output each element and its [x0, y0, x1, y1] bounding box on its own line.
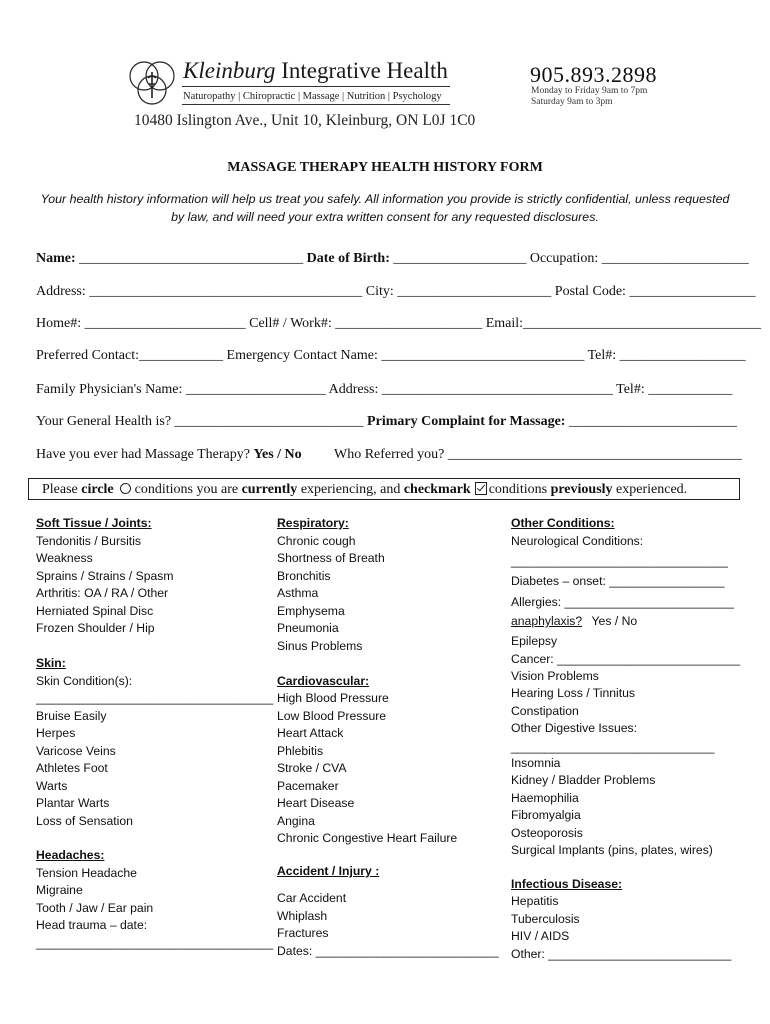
form-intro: Your health history information will help us treat you safely. All information you provide is strictly confidential, unless requested by law, and will need your extra written consent for any requested disclosures.: [40, 192, 730, 224]
respiratory-heading: Respiratory:: [277, 516, 349, 530]
condition-item[interactable]: Kidney / Bladder Problems: [511, 773, 656, 787]
instr-previously: previously: [550, 482, 613, 497]
infectious-other-field[interactable]: Other: ___________________________: [511, 946, 732, 961]
instr-p4: conditions: [488, 482, 548, 497]
condition-item[interactable]: Loss of Sensation: [36, 813, 133, 828]
neurological-field[interactable]: ________________________________: [511, 554, 728, 568]
complaint-field[interactable]: ________________________: [568, 414, 737, 429]
clinic-logo-icon: [126, 58, 178, 110]
form-title: MASSAGE THERAPY HEALTH HISTORY FORM: [227, 160, 543, 175]
brand-title: [183, 58, 448, 84]
line-physician[interactable]: Family Physician's Name: ____________________ Address: _________________________________ Tel#: ____________: [36, 382, 733, 397]
line-contact[interactable]: Preferred Contact:____________ Emergency Contact Name: _____________________________ Tel#: __________________: [36, 348, 746, 363]
condition-item[interactable]: Tension Headache: [36, 865, 137, 880]
condition-item[interactable]: Bronchitis: [277, 568, 331, 583]
condition-item[interactable]: Tendonitis / Bursitis: [36, 533, 141, 548]
condition-item[interactable]: Tooth / Jaw / Ear pain: [36, 900, 154, 915]
condition-item[interactable]: Pneumonia: [277, 621, 339, 635]
column-2: [277, 516, 507, 966]
anaphylaxis-row: [511, 614, 637, 628]
condition-item[interactable]: Warts: [36, 778, 68, 793]
condition-item[interactable]: Migraine: [36, 883, 83, 897]
name-field[interactable]: ________________________________: [79, 251, 304, 266]
cancer-field[interactable]: Cancer: ___________________________: [511, 651, 741, 666]
condition-item[interactable]: Weakness: [36, 551, 93, 565]
condition-item[interactable]: Herniated Spinal Disc: [36, 603, 154, 618]
condition-item[interactable]: Hearing Loss / Tinnitus: [511, 686, 635, 700]
skin-condition-field[interactable]: ___________________________________: [36, 691, 274, 705]
condition-item[interactable]: Herpes: [36, 726, 76, 740]
condition-item[interactable]: Tuberculosis: [511, 911, 580, 926]
condition-item[interactable]: High Blood Pressure: [277, 691, 389, 705]
condition-item[interactable]: Varicose Veins: [36, 743, 116, 758]
instr-currently: currently: [241, 482, 298, 497]
condition-item[interactable]: Vision Problems: [511, 669, 599, 683]
condition-item: Other Digestive Issues:: [511, 721, 637, 735]
dob-field[interactable]: ___________________: [393, 251, 527, 266]
brand-rule-lower: [182, 104, 450, 105]
massage-yes-no[interactable]: Yes / No: [253, 447, 302, 462]
condition-item[interactable]: Phlebitis: [277, 743, 324, 758]
condition-item[interactable]: Head trauma – date:: [36, 918, 148, 932]
condition-item[interactable]: Car Accident: [277, 891, 347, 905]
condition-item[interactable]: Fibromyalgia: [511, 808, 581, 822]
hours-saturday: Saturday 9am to 3pm: [531, 97, 613, 107]
cardiovascular-heading: Cardiovascular:: [277, 674, 370, 688]
instr-p5: experienced.: [616, 482, 688, 497]
column-3: [511, 516, 743, 966]
condition-item[interactable]: Low Blood Pressure: [277, 708, 387, 723]
general-health-field[interactable]: Your General Health is? ___________________________: [36, 414, 364, 429]
condition-item[interactable]: Stroke / CVA: [277, 761, 347, 775]
brand-rule: [182, 86, 450, 87]
condition-item[interactable]: Athletes Foot: [36, 761, 108, 775]
dob-label: Date of Birth:: [306, 251, 390, 266]
condition-item[interactable]: Arthritis: OA / RA / Other: [36, 586, 169, 600]
headaches-heading: Headaches:: [36, 848, 105, 862]
condition-item[interactable]: Chronic Congestive Heart Failure: [277, 831, 458, 845]
other-conditions-heading: Other Conditions:: [511, 516, 615, 530]
hours-weekday: Monday to Friday 9am to 7pm: [531, 86, 648, 96]
clinic-address: 10480 Islington Ave., Unit 10, Kleinburg, ON L0J 1C0: [134, 112, 476, 129]
complaint-label: Primary Complaint for Massage:: [367, 414, 566, 429]
condition-item[interactable]: Heart Disease: [277, 796, 355, 810]
line-address[interactable]: Address: _______________________________________ City: ______________________ Postal Code: __________________: [36, 284, 756, 299]
clinic-logo: [126, 58, 178, 115]
name-label: Name:: [36, 251, 76, 266]
condition-item[interactable]: Surgical Implants (pins, plates, wires): [511, 843, 713, 857]
instr-p2: conditions you are: [134, 482, 239, 497]
allergies-field[interactable]: Allergies: _________________________: [511, 595, 734, 609]
instr-p3: experiencing, and: [300, 482, 401, 497]
digestive-field[interactable]: ______________________________: [511, 740, 715, 754]
condition-item[interactable]: Fractures: [277, 926, 329, 940]
condition-item[interactable]: Plantar Warts: [36, 796, 110, 810]
condition-item[interactable]: HIV / AIDS: [511, 929, 570, 943]
soft-tissue-heading: Soft Tissue / Joints:: [36, 516, 152, 530]
condition-item[interactable]: Osteoporosis: [511, 825, 583, 840]
condition-item[interactable]: Sprains / Strains / Spasm: [36, 568, 174, 583]
condition-item[interactable]: Haemophilia: [511, 790, 579, 805]
condition-item[interactable]: Frozen Shoulder / Hip: [36, 621, 155, 635]
condition-item: Neurological Conditions:: [511, 533, 644, 548]
head-trauma-date-field[interactable]: ___________________________________: [36, 935, 274, 950]
circle-icon: [120, 483, 131, 494]
condition-item: Skin Condition(s):: [36, 673, 133, 688]
condition-item[interactable]: Heart Attack: [277, 726, 344, 740]
condition-item[interactable]: Emphysema: [277, 603, 345, 618]
condition-item[interactable]: Insomnia: [511, 756, 561, 770]
occupation-field[interactable]: Occupation: _____________________: [529, 251, 749, 266]
massage-question: Have you ever had Massage Therapy?: [36, 447, 250, 462]
condition-item[interactable]: Constipation: [511, 703, 579, 718]
skin-heading: Skin:: [36, 656, 66, 670]
diabetes-field[interactable]: Diabetes – onset: _________________: [511, 574, 725, 588]
brand-script: Kleinburg: [183, 58, 276, 83]
infectious-heading: Infectious Disease:: [511, 877, 623, 891]
instr-checkmark-word: checkmark: [403, 482, 471, 497]
accident-heading: Accident / Injury :: [277, 864, 380, 878]
anaphylaxis-label: anaphylaxis?: [511, 614, 583, 628]
condition-item[interactable]: Asthma: [277, 586, 319, 600]
condition-item[interactable]: Whiplash: [277, 908, 328, 923]
condition-item[interactable]: Hepatitis: [511, 894, 559, 908]
condition-item[interactable]: Epilepsy: [511, 634, 558, 648]
instr-circle-word: circle: [81, 482, 114, 497]
brand-name: Integrative Health: [281, 58, 448, 83]
condition-item[interactable]: Shortness of Breath: [277, 551, 385, 565]
condition-item[interactable]: Sinus Problems: [277, 638, 363, 653]
referred-field[interactable]: Who Referred you? __________________________________________: [334, 447, 742, 462]
instr-p1: Please: [42, 482, 78, 497]
checkmark-icon: [475, 482, 487, 495]
condition-item[interactable]: Chronic cough: [277, 533, 356, 548]
column-1: [36, 516, 274, 966]
line-phones[interactable]: Home#: _______________________ Cell# / Work#: _____________________ Email:__________________________________: [36, 316, 762, 331]
condition-item[interactable]: Bruise Easily: [36, 708, 107, 723]
services-list: Naturopathy | Chiropractic | Massage | Nutrition | Psychology: [183, 91, 442, 102]
clinic-phone: 905.893.2898: [530, 62, 657, 87]
line-massage-history: [36, 447, 302, 463]
accident-dates-field[interactable]: Dates: ___________________________: [277, 943, 499, 958]
instruction-text: [42, 482, 687, 498]
line-name-dob: [36, 251, 749, 267]
line-health-complaint: [36, 414, 737, 430]
anaphylaxis-yes-no[interactable]: Yes / No: [591, 614, 638, 628]
condition-item[interactable]: Pacemaker: [277, 778, 339, 793]
condition-item[interactable]: Angina: [277, 813, 315, 828]
